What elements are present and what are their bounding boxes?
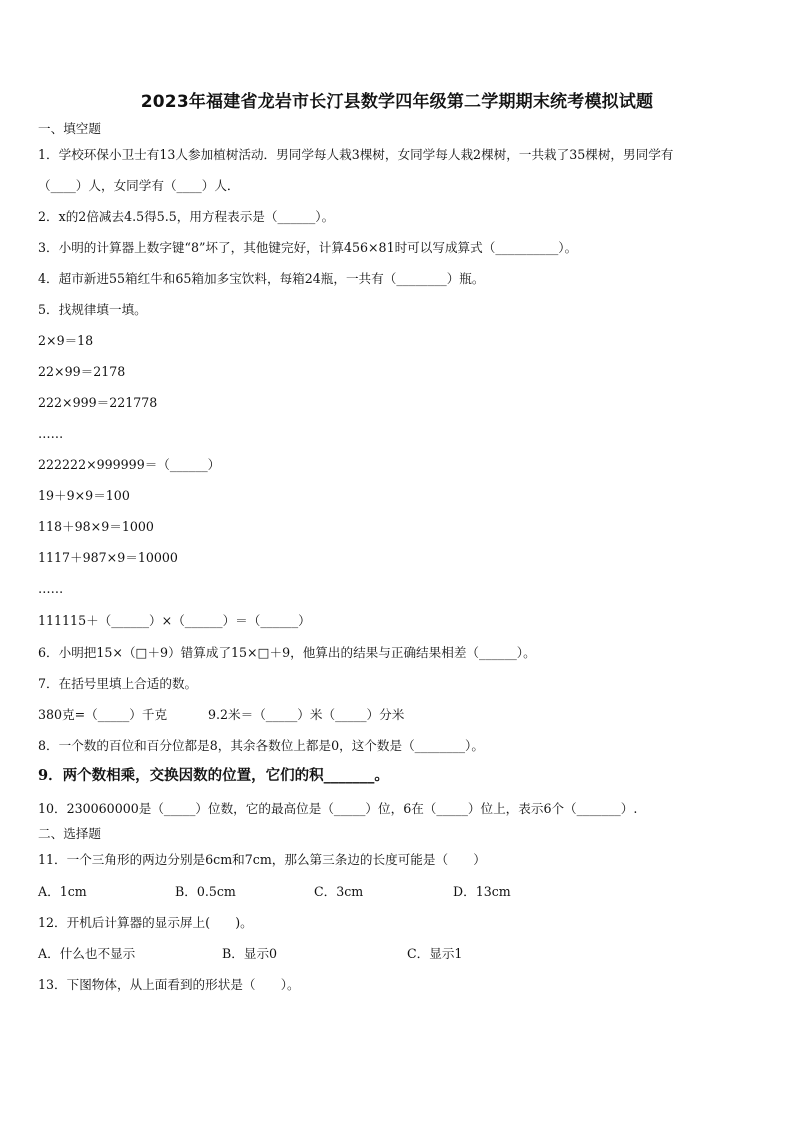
q12-option-b: B．显示0: [222, 946, 278, 961]
q5-line-3: 222×999＝221778: [38, 395, 158, 410]
q12-option-c: C．显示1: [407, 946, 463, 961]
question-10: 10．230060000是（_____）位数，它的最高位是（_____）位，6在（_____）位上，表示6个（_______）.: [38, 801, 638, 816]
question-5: 5．找规律填一填。: [38, 302, 147, 317]
q5-line-1: 2×9＝18: [38, 333, 94, 348]
question-7: 7．在括号里填上合适的数。: [38, 676, 198, 691]
q5-line-5: 222222×999999＝（______）: [38, 457, 221, 472]
section-choice: 二、选择题: [38, 826, 101, 841]
q11-option-d: D．13cm: [453, 884, 511, 899]
q5-line-6: 19＋9×9＝100: [38, 488, 130, 503]
question-1-line-2: （____）人，女同学有（____）人．: [38, 178, 240, 193]
question-4: 4．超市新进55箱红牛和65箱加多宝饮料，每箱24瓶，一共有（________）瓶。: [38, 271, 485, 286]
question-3: 3．小明的计算器上数字键“8”坏了，其他键完好，计算456×81时可以写成算式（__________）。: [38, 240, 578, 255]
q12-option-a: A．什么也不显示: [38, 946, 136, 961]
q11-option-c: C．3cm: [314, 884, 364, 899]
q11-option-a: A．1cm: [38, 884, 87, 899]
q11-option-b: B．0.5cm: [175, 884, 236, 899]
question-9: 9．两个数相乘，交换因数的位置，它们的积_______。: [38, 767, 389, 784]
q5-line-7: 118＋98×9＝1000: [38, 519, 154, 534]
q5-line-4: ……: [38, 426, 64, 441]
q5-line-2: 22×99＝2178: [38, 364, 126, 379]
question-7-part-b: 9.2米＝（_____）米（_____）分米: [208, 707, 405, 722]
question-8: 8．一个数的百位和百分位都是8，其余各数位上都是0，这个数是（________）。: [38, 738, 484, 753]
question-13: 13．下图物体，从上面看到的形状是（ ）。: [38, 977, 300, 992]
question-12: 12．开机后计算器的显示屏上( )。: [38, 915, 253, 930]
q5-line-9: ……: [38, 581, 64, 596]
question-7-part-a: 380克=（_____）千克: [38, 707, 168, 722]
question-6: 6．小明把15×（□＋9）错算成了15×□＋9，他算出的结果与正确结果相差（______）。: [38, 645, 536, 660]
question-1-line-1: 1．学校环保小卫士有13人参加植树活动．男同学每人栽3棵树，女同学每人栽2棵树，一共栽了35棵树，男同学有: [38, 147, 674, 162]
section-fill-blank: 一、填空题: [38, 121, 101, 136]
q5-line-10: 111115＋（______）×（______）＝（______）: [38, 613, 311, 628]
question-2: 2．x的2倍减去4.5得5.5，用方程表示是（______）。: [38, 209, 335, 224]
question-11: 11．一个三角形的两边分别是6cm和7cm，那么第三条边的长度可能是（ ）: [38, 852, 486, 867]
q5-line-8: 1117＋987×9＝10000: [38, 550, 178, 565]
page-title: 2023年福建省龙岩市长汀县数学四年级第二学期期末统考模拟试题: [140, 92, 654, 112]
